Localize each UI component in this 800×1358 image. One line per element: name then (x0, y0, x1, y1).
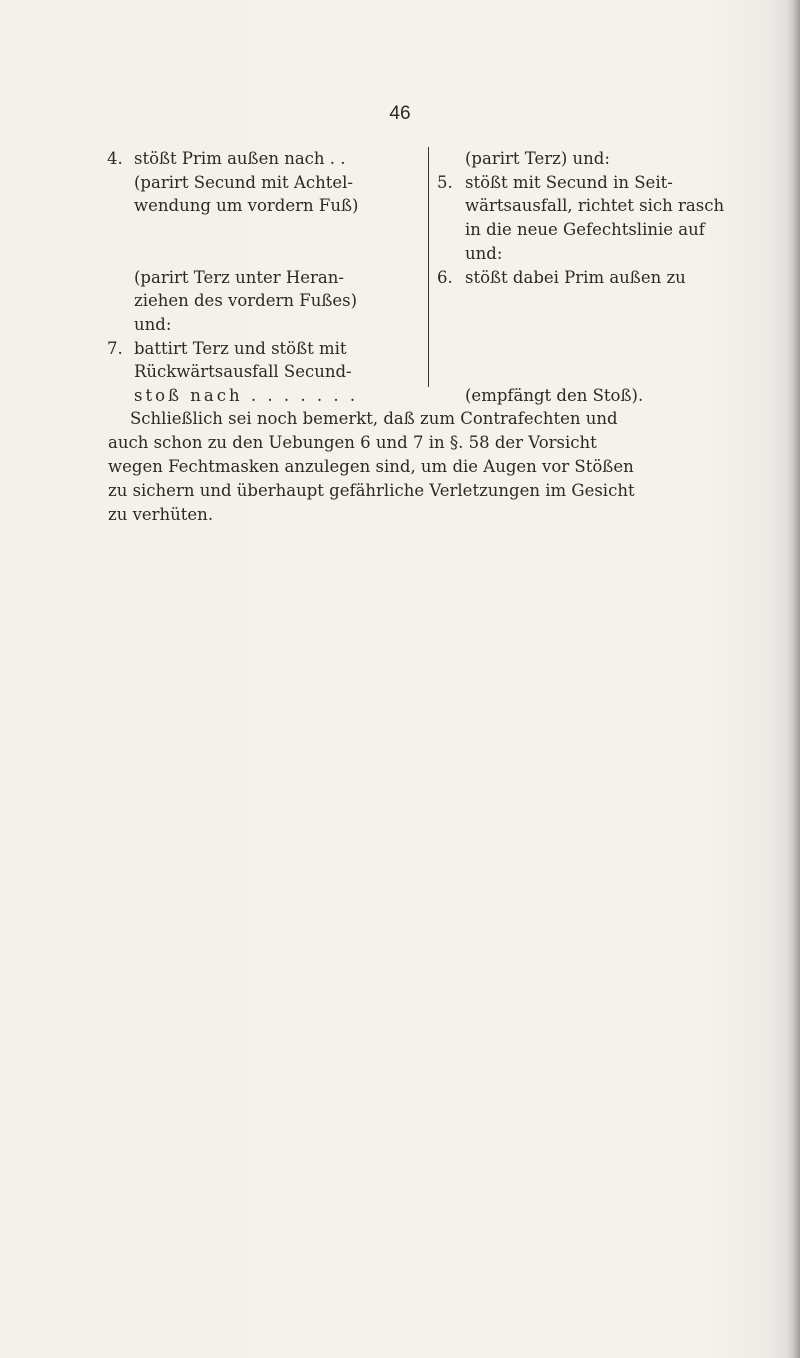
line-text: in die neue Gefechtslinie auf (465, 220, 705, 240)
line-text: und: (465, 243, 503, 263)
line-text: (parirt Secund mit Achtel- (134, 172, 353, 192)
column-divider (428, 147, 429, 387)
line-text: (parirt Terz) und: (465, 149, 610, 168)
paragraph-line-1: Schließlich sei noch bemerkt, daß zum Contrafechten und (130, 409, 618, 428)
line-text: battirt Terz und stößt mit (134, 338, 347, 358)
item-number: 5. (437, 172, 453, 192)
line-text: und: (134, 314, 172, 334)
line-text: stößt dabei Prim außen zu (465, 267, 686, 287)
line-text: (parirt Terz unter Heran- (134, 267, 344, 287)
line-text: (empfängt den Stoß). (465, 386, 644, 405)
item-number: 7. (107, 338, 123, 358)
line-text: stößt Prim außen nach . . (134, 149, 346, 168)
page-number: 46 (389, 103, 411, 124)
line-text: Rückwärtsausfall Secund- (134, 362, 352, 382)
line-text: stößt mit Secund in Seit- (465, 172, 673, 192)
line-text: ziehen des vordern Fußes) (134, 291, 358, 311)
paragraph-line-2: auch schon zu den Uebungen 6 und 7 in §. 58 der Vorsicht (108, 433, 597, 452)
line-text: wendung um vordern Fuß) (134, 196, 359, 216)
line-text: wärtsausfall, richtet sich rasch (465, 196, 725, 216)
paragraph-line-3: wegen Fechtmasken anzulegen sind, um die Augen vor Stößen (108, 457, 634, 476)
item-number: 4. (107, 149, 123, 168)
paragraph-line-5: zu verhüten. (108, 505, 214, 524)
line-text: stoß nach . . . . . . . (134, 386, 359, 405)
item-number: 6. (437, 267, 453, 287)
page-edge-shadow (786, 0, 800, 1358)
paragraph-line-4: zu sichern und überhaupt gefährliche Verletzungen im Gesicht (108, 481, 635, 500)
